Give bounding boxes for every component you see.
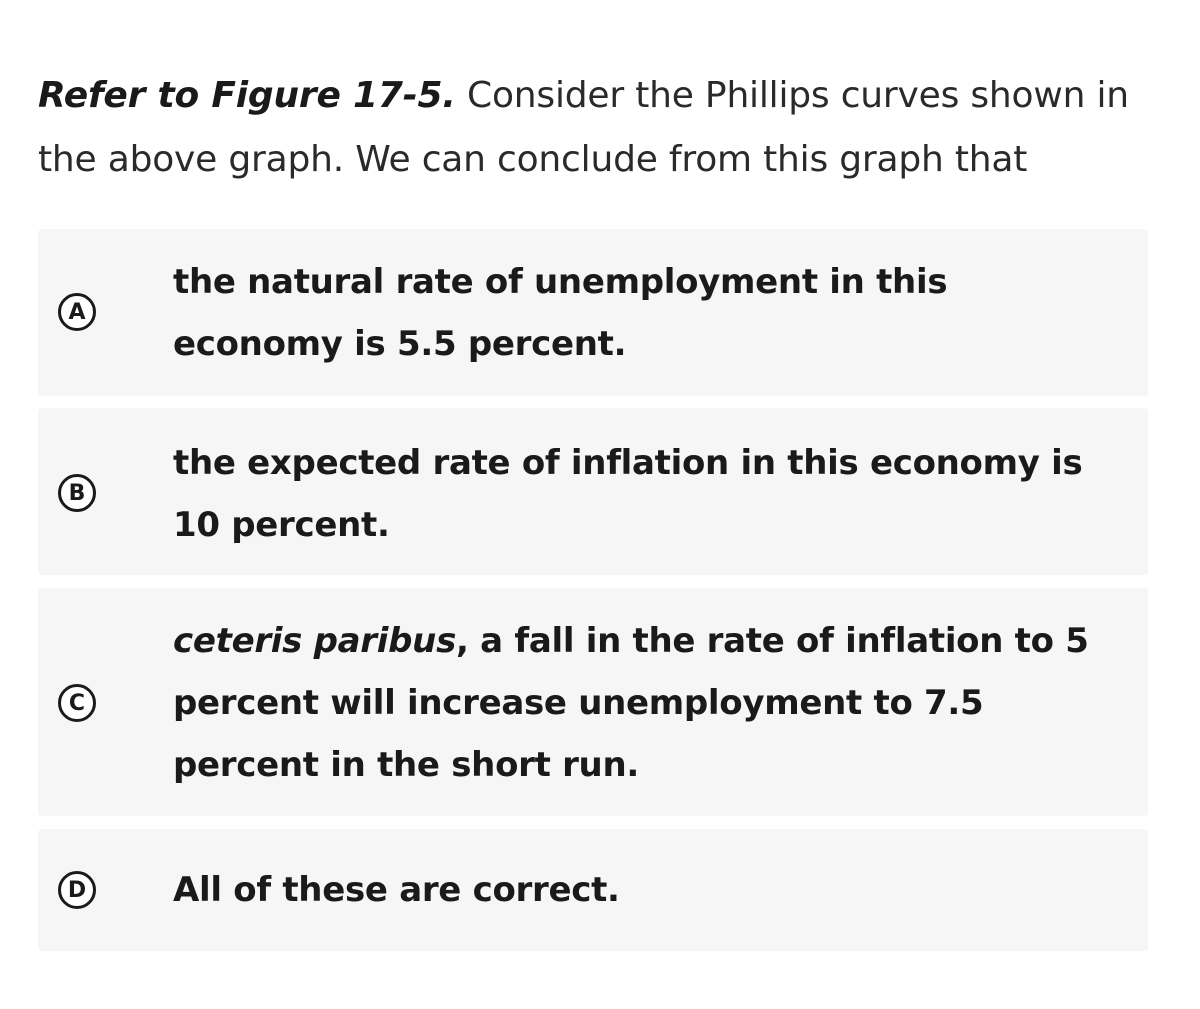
- option-text-c-italic: ceteris paribus: [173, 621, 457, 661]
- option-text-b: the expected rate of inflation in this economy is 10 percent.: [173, 443, 1083, 545]
- answer-option-a[interactable]: [38, 229, 1148, 396]
- option-text-c-rest: , a fall in the rate of inflation to 5 percent will increase unemployment to 7.5 percent in the short run.: [173, 621, 1089, 785]
- figure-reference: Refer to Figure 17-5.: [38, 75, 456, 116]
- option-text-d: All of these are correct.: [173, 870, 620, 910]
- option-text-a: the natural rate of unemployment in this economy is 5.5 percent.: [173, 262, 948, 364]
- answer-option-b[interactable]: [38, 408, 1148, 575]
- option-letter-d: D: [58, 871, 96, 909]
- option-letter-a: A: [58, 293, 96, 331]
- answer-option-d[interactable]: [38, 829, 1148, 951]
- question-prompt: [38, 64, 1148, 192]
- answer-option-c[interactable]: [38, 588, 1148, 816]
- option-letter-c: C: [58, 684, 96, 722]
- question-text: Consider the Phillips curves shown in the above graph. We can conclude from this graph that: [38, 75, 1129, 180]
- option-text-c: [173, 610, 1113, 796]
- option-letter-b: B: [58, 474, 96, 512]
